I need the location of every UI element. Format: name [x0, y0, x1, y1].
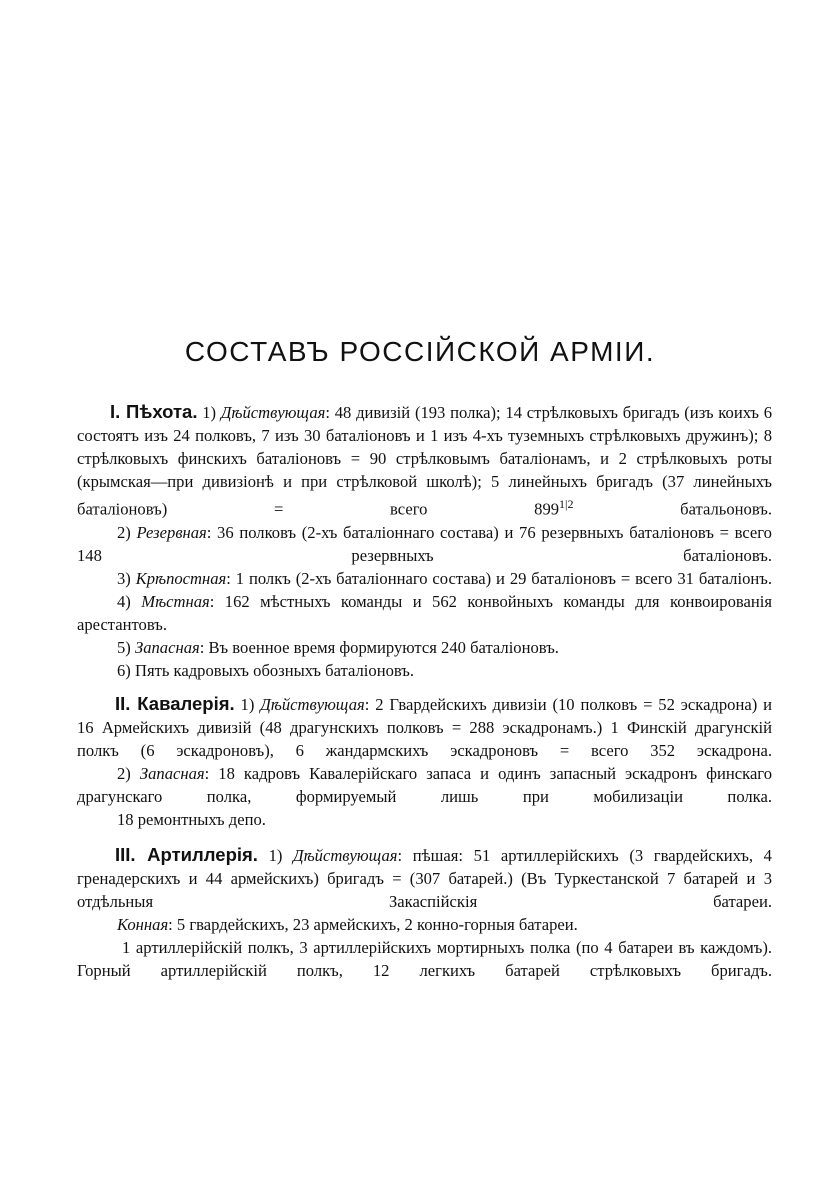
infantry-p2-label: Резервная: [136, 522, 207, 542]
cavalry-p2-label: Запасная: [139, 763, 205, 783]
infantry-p3-number: 3): [117, 568, 136, 588]
infantry-p3-label: Крѣпостная: [135, 568, 227, 588]
infantry-p1-label: Дѣйствующая: [220, 403, 326, 422]
page-title: СОСТАВЪ РОССІЙСКОЙ АРМІИ.: [184, 336, 656, 367]
infantry-p1-fraction: 1|2: [559, 497, 574, 511]
infantry-p2-text: : 36 полковъ (2-хъ баталіоннаго состава) и 76 резервныхъ баталіоновъ = всего 148 резервныхъ баталіоновъ.: [77, 522, 772, 565]
artillery-heading: III. Артиллерія.: [115, 843, 258, 865]
artillery-p2-text: : 5 гвардейскихъ, 23 армейскихъ, 2 конно-горныя батареи.: [168, 914, 578, 934]
cavalry-heading: II. Кавалерія.: [115, 692, 235, 714]
artillery-p1-number: 1): [257, 845, 294, 865]
infantry-heading: І. Пѣхота.: [110, 401, 198, 422]
cavalry-p2-text: : 18 кадровъ Кавалерійскаго запаса и одинъ запасный эскадронъ финскаго драгунскаго полка, формируемый лишь при мобилизаціи полка.: [77, 763, 772, 806]
cavalry-p1-number: 1): [234, 694, 261, 714]
infantry-p5-number: 5): [117, 637, 135, 657]
cavalry-p2-number: 2): [117, 763, 140, 783]
artillery-p1-label: Дѣйствующая: [293, 845, 398, 865]
infantry-p5-text: : Въ военное время формируются 240 баталіоновъ.: [199, 637, 559, 657]
infantry-p5-label: Запасная: [134, 637, 200, 657]
artillery-paragraph-3: 1 артиллерійскій полкъ, 3 артиллерійскихъ мортирныхъ полка (по 4 батареи въ каждомъ). Горный артиллерійскій полкъ, 12 легкихъ батарей стрѣлковыхъ бригадъ.: [77, 937, 772, 980]
artillery-p2-label: Конная: [117, 914, 169, 934]
cavalry-p1-label: Дѣйствующая: [260, 694, 365, 714]
infantry-p1-text: : 48 дивизій (193 полка); 14 стрѣлковыхъ бригадъ (изъ коихъ 6 состоятъ изъ 24 полковъ, 7 изъ 30 баталіоновъ и 1 изъ 4-хъ туземныхъ стрѣлковыхъ дружинъ); 8 стрѣлковыхъ финскихъ баталіоновъ = 90 стрѣлковымъ баталіонамъ, и 2 стрѣлковыхъ роты (крымская—при дивизіонѣ и при стрѣлковой школѣ); 5 линейныхъ бригадъ (37 линейныхъ баталіоновъ) = всего 899: [77, 403, 773, 519]
infantry-p1-tail: батальоновъ.: [573, 499, 772, 519]
document-body: [77, 400, 772, 982]
cavalry-paragraph-1: [77, 692, 772, 762]
cavalry-paragraph-3: 18 ремонтныхъ депо.: [117, 809, 266, 829]
infantry-p1-number: 1): [197, 403, 221, 422]
infantry-p4-text: : 162 мѣстныхъ команды и 562 конвойныхъ команды для конвоированія арестантовъ.: [77, 591, 772, 634]
cavalry-paragraph-2: [77, 762, 772, 808]
artillery-p1-text: : пѣшая: 51 артиллерійскихъ (3 гвардейскихъ, 4 гренадерскихъ и 44 армейскихъ) бригадъ = (307 батарей.) (Въ Туркестанской 7 батарей и 3 отдѣльныя Закаспійскія батареи.: [77, 845, 772, 911]
infantry-paragraph-6: 6) Пять кадровыхъ обозныхъ баталіоновъ.: [117, 660, 415, 680]
infantry-paragraph-2: [77, 521, 772, 567]
infantry-paragraph-5: [77, 636, 772, 659]
infantry-p2-number: 2): [117, 522, 137, 542]
infantry-p3-text: : 1 полкъ (2-хъ баталіоннаго состава) и 29 баталіоновъ = всего 31 баталіонъ.: [226, 568, 772, 588]
infantry-paragraph-1: [77, 400, 772, 521]
infantry-p4-number: 4): [117, 591, 142, 611]
artillery-paragraph-2: [77, 913, 772, 936]
infantry-paragraph-3: [77, 567, 772, 590]
infantry-p4-label: Мѣстная: [141, 591, 210, 611]
cavalry-p1-text: : 2 Гвардейскихъ дивизіи (10 полковъ = 52 эскадрона) и 16 Армейскихъ дивизій (48 драгунскихъ полковъ = 288 эскадронамъ.) 1 Финскій драгунскій полкъ (6 эскадроновъ), 6 жандармскихъ эскадроновъ = всего 352 эскадрона.: [77, 694, 772, 760]
infantry-paragraph-4: [77, 590, 772, 636]
artillery-paragraph-1: [77, 843, 772, 913]
